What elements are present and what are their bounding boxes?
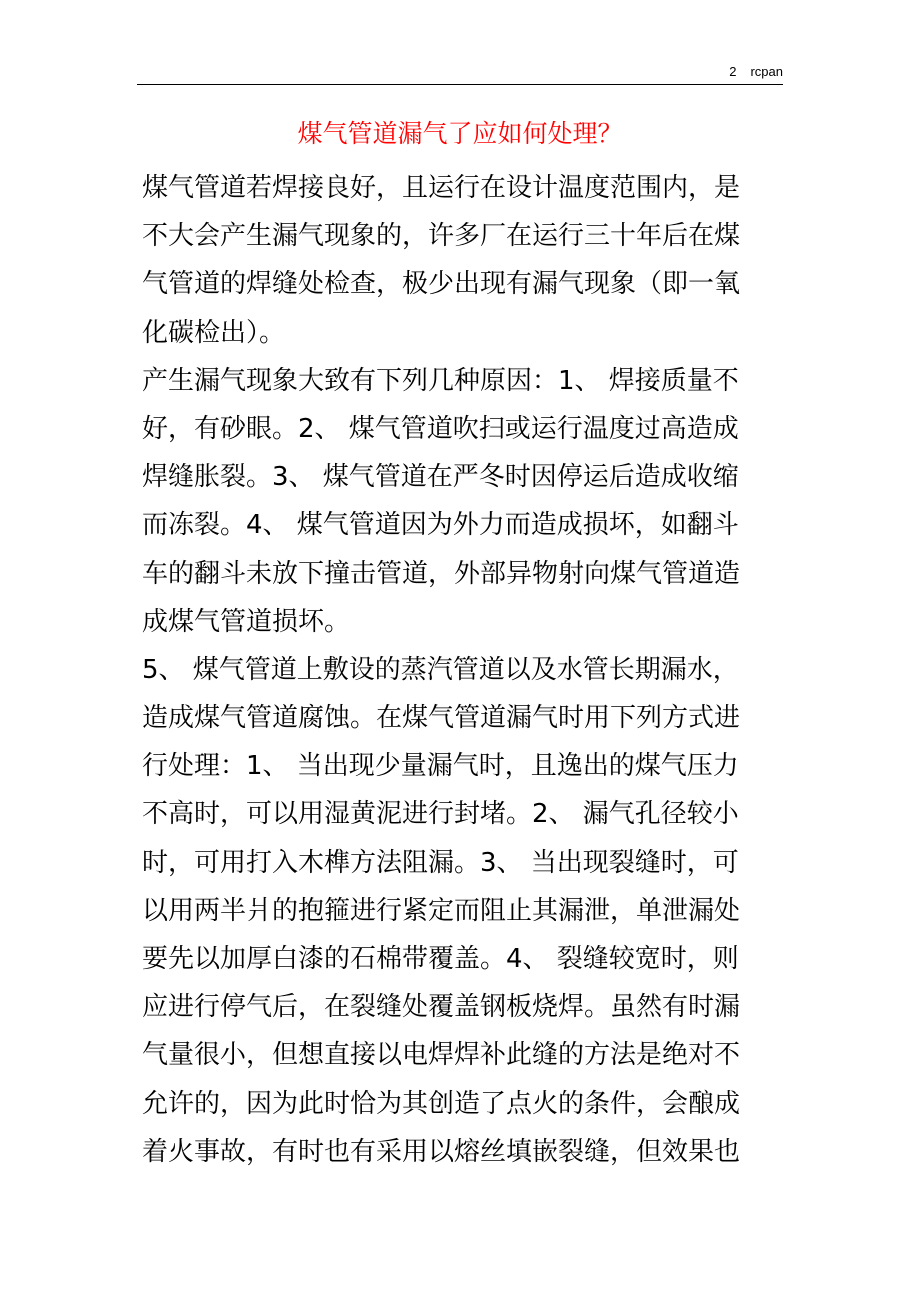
body-line: 好，有砂眼。2、 煤气管道吹扫或运行温度过高造成 — [142, 413, 739, 444]
body-line: 5、 煤气管道上敷设的蒸汽管道以及水管长期漏水， — [142, 654, 739, 685]
page-header — [137, 64, 783, 85]
body-line: 造成煤气管道腐蚀。在煤气管道漏气时用下列方式进 — [142, 703, 741, 734]
body-line: 着火事故，有时也有采用以熔丝填嵌裂缝，但效果也 — [142, 1136, 741, 1167]
header-author: rcpan — [750, 64, 783, 79]
body-line: 成煤气管道损坏。 — [142, 606, 351, 637]
body-line: 要先以加厚白漆的石棉带覆盖。4、 裂缝较宽时，则 — [142, 944, 739, 974]
body-line: 而冻裂。4、 煤气管道因为外力而造成损坏，如翻斗 — [142, 510, 739, 541]
document-title: 煤气管道漏气了应如何处理？ — [297, 119, 623, 148]
body-line: 气管道的焊缝处检查，极少出现有漏气现象（即一氧 — [142, 269, 741, 300]
body-line: 时，可用打入木榫方法阻漏。3、 当出现裂缝时，可 — [142, 847, 739, 878]
body-line: 气量很小，但想直接以电焊焊补此缝的方法是绝对不 — [142, 1040, 741, 1071]
body-line: 车的翻斗未放下撞击管道，外部异物射向煤气管道造 — [142, 558, 741, 589]
body-line: 化碳检出）。 — [142, 317, 286, 348]
body-line: 行处理：1、 当出现少量漏气时，且逸出的煤气压力 — [142, 751, 739, 782]
page-number: 2 — [729, 64, 737, 79]
body-line: 不大会产生漏气现象的，许多厂在运行三十年后在煤 — [142, 221, 741, 252]
body-line: 焊缝胀裂。3、 煤气管道在严冬时因停运后造成收缩 — [142, 462, 739, 493]
body-line: 应进行停气后，在裂缝处覆盖钢板烧焊。虽然有时漏 — [142, 992, 741, 1023]
body-line: 煤气管道若焊接良好，且运行在设计温度范围内，是 — [142, 173, 741, 203]
body-line: 允许的，因为此时恰为其创造了点火的条件，会酿成 — [142, 1088, 741, 1119]
body-line: 不高时，可以用湿黄泥进行封堵。2、 漏气孔径较小 — [142, 799, 739, 830]
body-line: 产生漏气现象大致有下列几种原因：1、 焊接质量不 — [142, 365, 739, 396]
document-body — [142, 164, 792, 1176]
body-line: 以用两半爿的抱箍进行紧定而阻止其漏泄，单泄漏处 — [142, 895, 741, 926]
